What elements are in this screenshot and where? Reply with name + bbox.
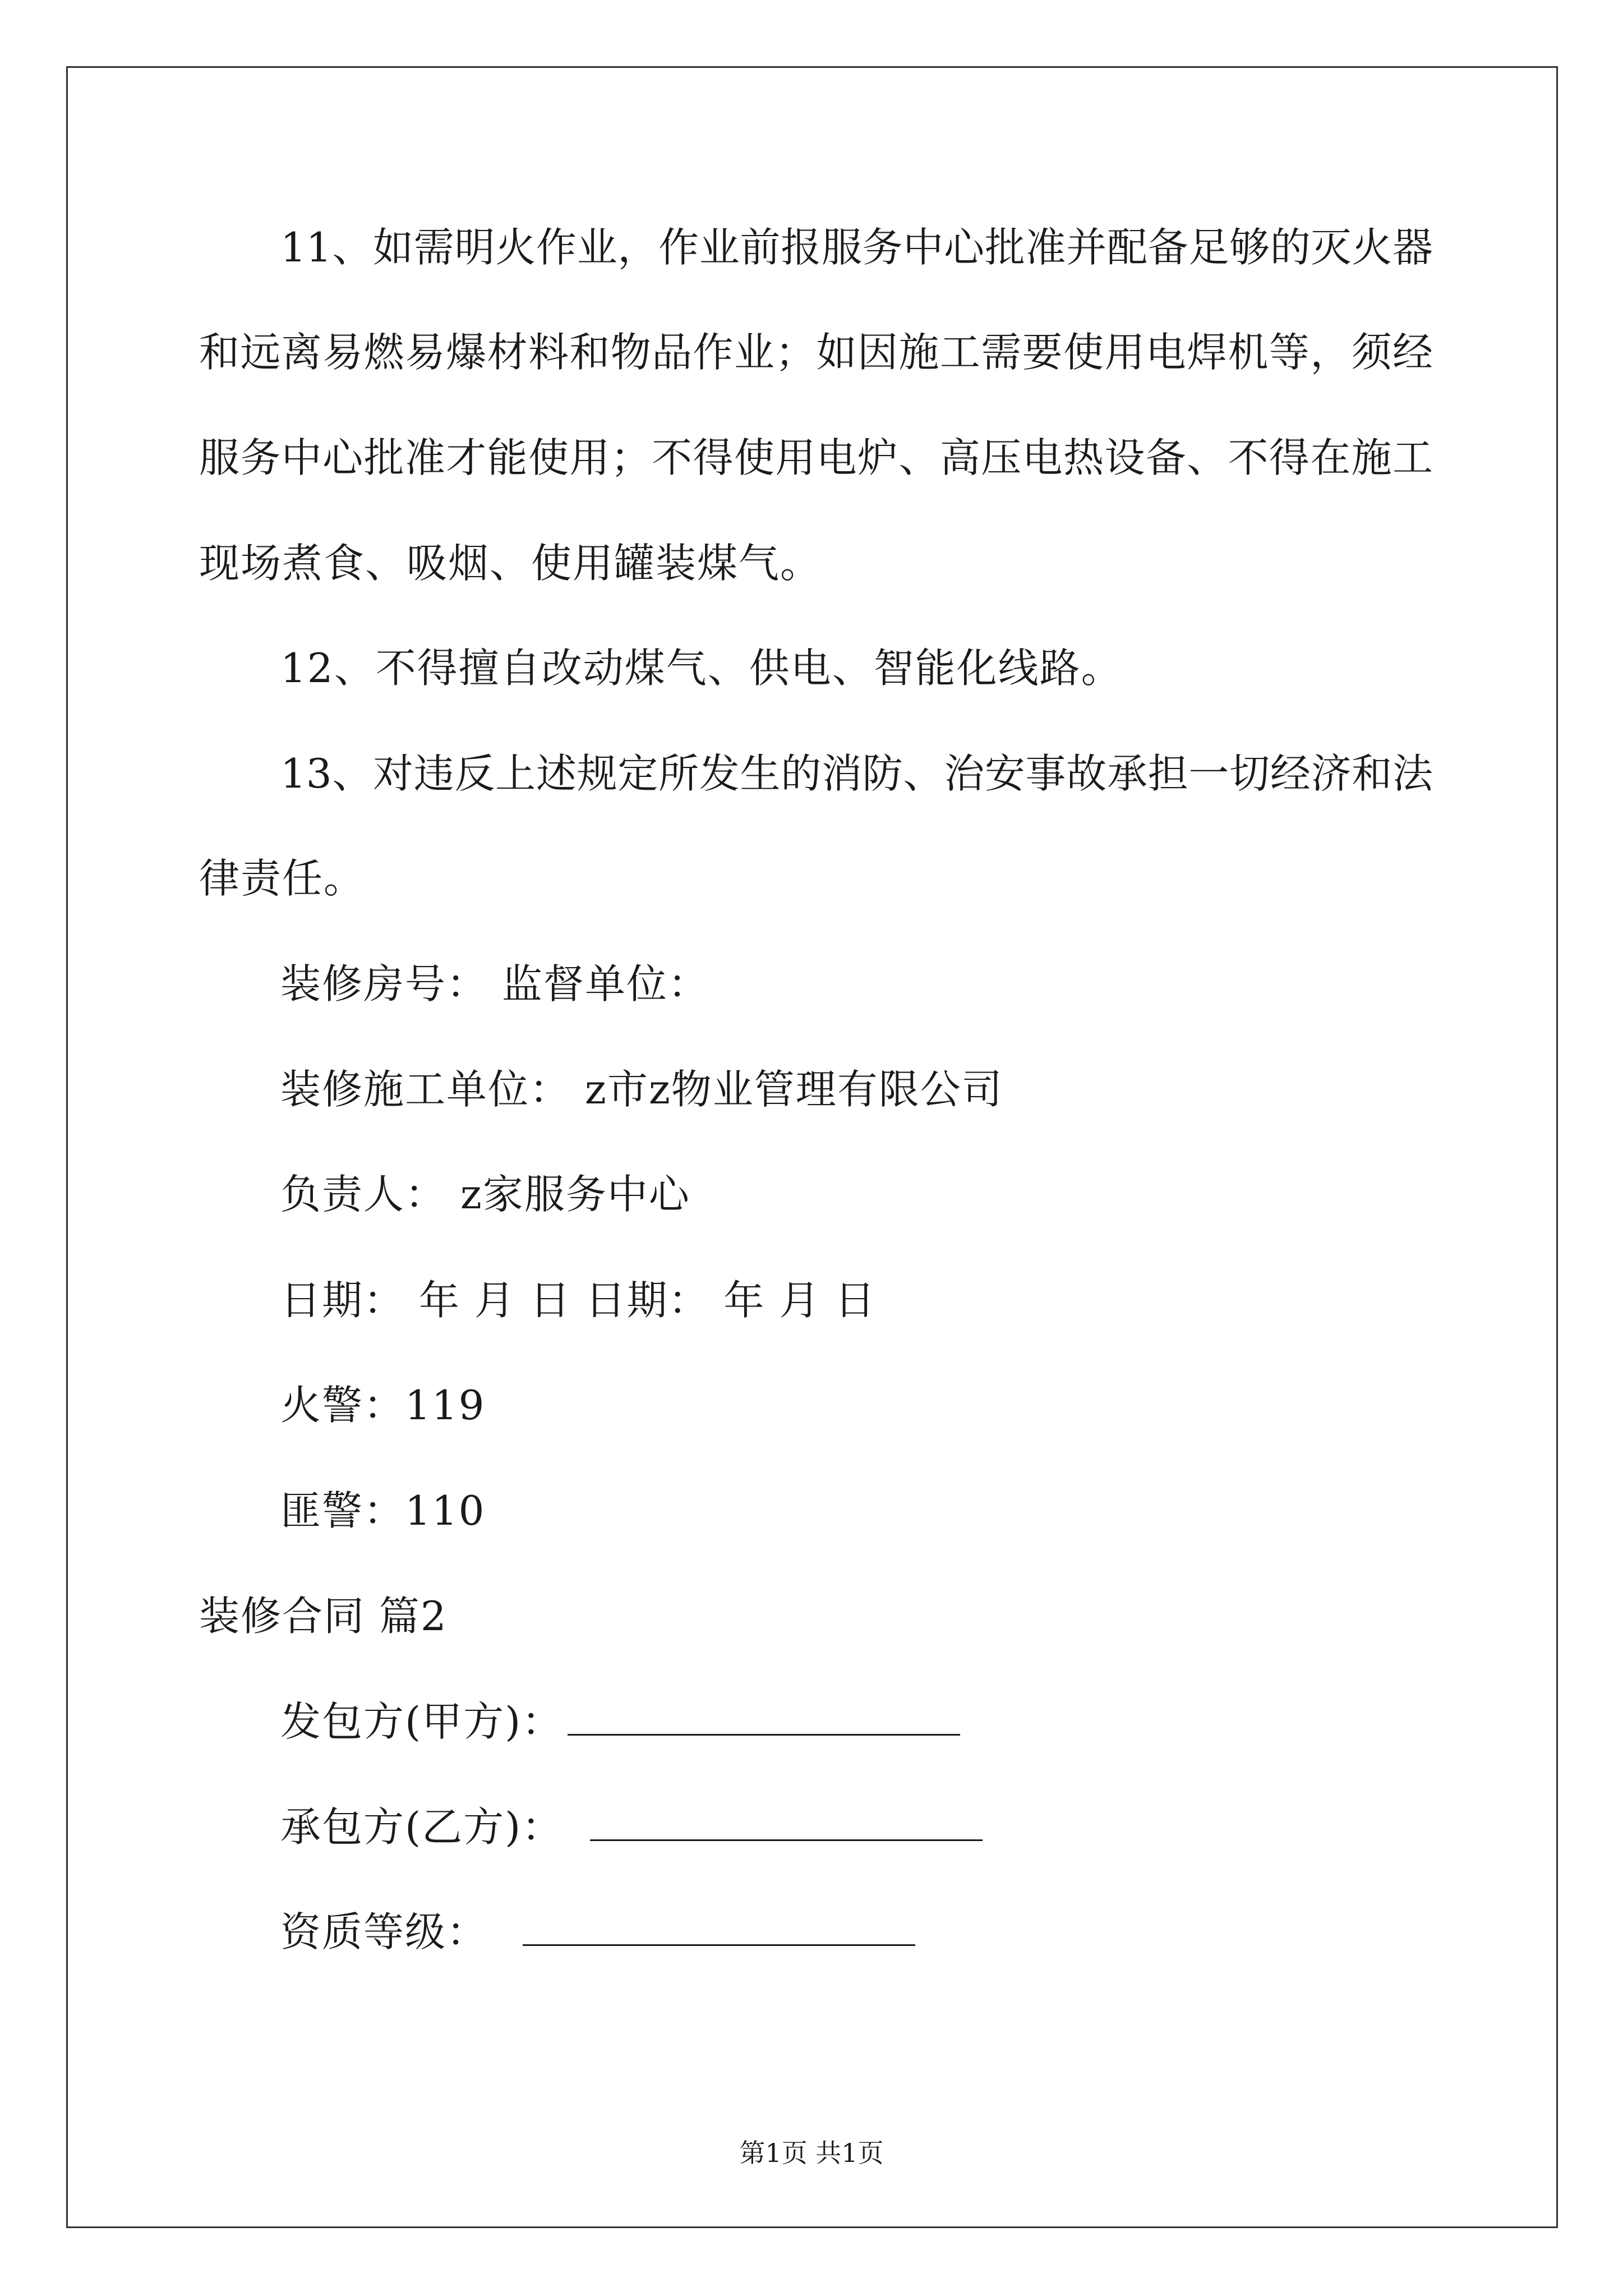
para-13-line-2: 律责任。 [199,855,366,902]
person-in-charge-field: 负责人： z家服务中心 [280,1171,690,1218]
party-a-blank[interactable] [568,1701,960,1736]
para-13-line-1: 13、对违反上述规定所发生的消防、治安事故承担一切经济和法 [280,750,1433,797]
party-b-row [280,1803,983,1851]
date-field: 日期： 年 月 日 日期： 年 月 日 [280,1277,877,1324]
para-11-line-1: 11、如需明火作业，作业前报服务中心批准并配备足够的灭火器 [280,224,1433,271]
party-b-label: 承包方(乙方)： [280,1803,564,1851]
party-a-row [280,1698,960,1745]
page-footer: 第1页 共1页 [739,2138,884,2168]
qualification-row [280,1908,915,1955]
para-11-line-3: 服务中心批准才能使用；不得使用电炉、高压电热设备、不得在施工 [199,434,1433,481]
section-title: 装修合同 篇2 [199,1593,448,1640]
contractor-field: 装修施工单位： z市z物业管理有限公司 [280,1066,1003,1113]
para-12-line-1: 12、不得擅自改动煤气、供电、智能化线路。 [280,645,1123,692]
para-11-line-2: 和远离易燃易爆材料和物品作业；如因施工需要使用电焊机等，须经 [199,329,1433,376]
room-number-field: 装修房号： 监督单位： [280,960,709,1007]
fire-alarm-number: 火警：119 [280,1382,486,1429]
party-a-label: 发包方(甲方)： [280,1698,564,1745]
party-b-blank[interactable] [590,1807,983,1841]
qualification-blank[interactable] [523,1912,915,1946]
qualification-label: 资质等级： [280,1908,488,1955]
police-alarm-number: 匪警：110 [280,1487,486,1534]
page-border [66,66,1558,2228]
para-11-line-4: 现场煮食、吸烟、使用罐装煤气。 [199,540,822,587]
